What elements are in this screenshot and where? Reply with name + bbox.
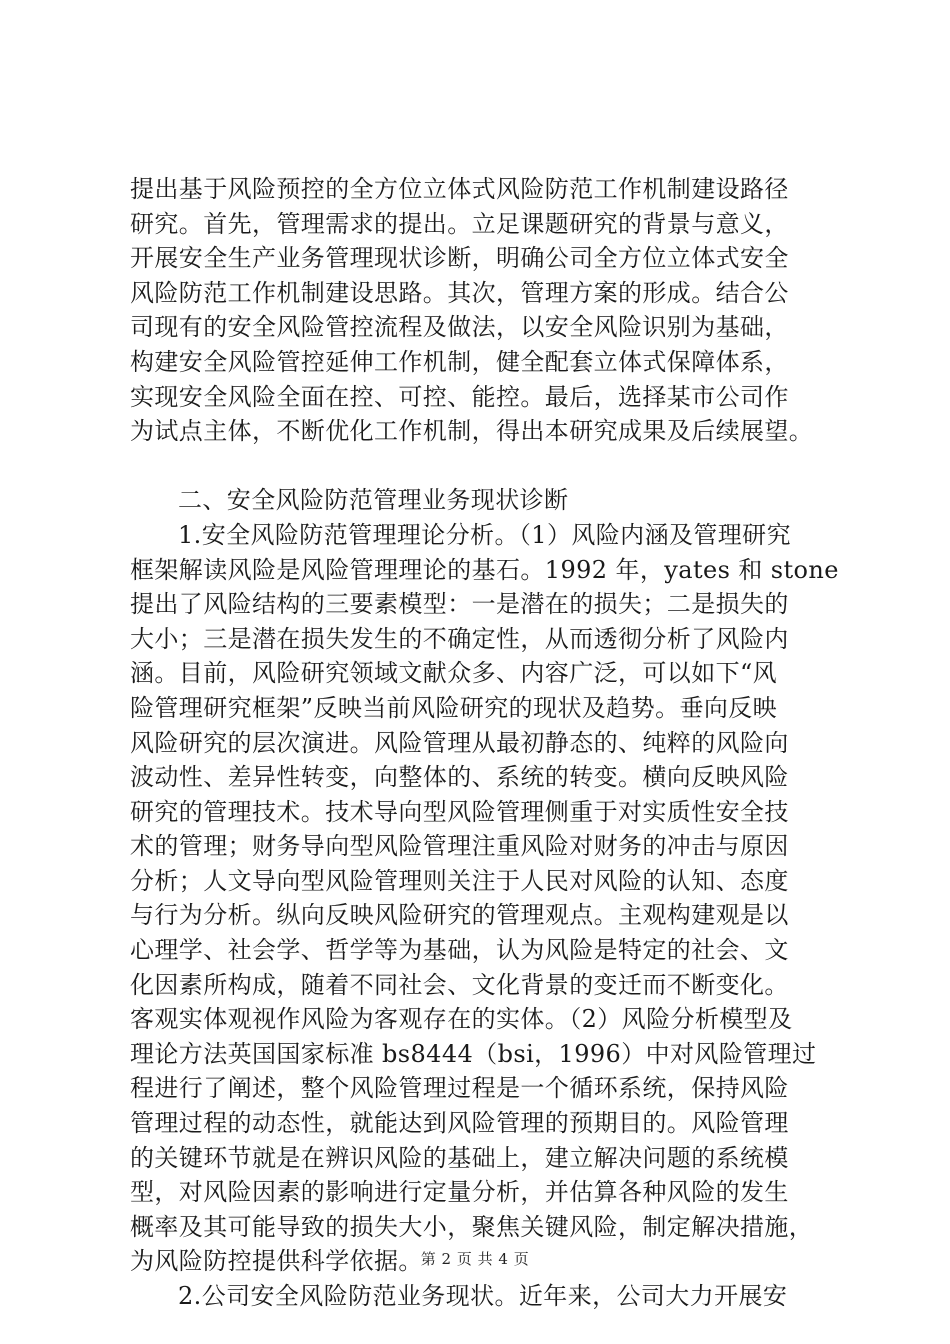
text-line: 为风险防控提供科学依据。 [130, 1247, 423, 1276]
text-line: 管理过程的动态性，就能达到风险管理的预期目的。风险管理 [130, 1109, 789, 1138]
text-line: 心理学、社会学、哲学等为基础，认为风险是特定的社会、文 [130, 936, 789, 965]
text-line: 客观实体观视作风险为客观存在的实体。（2）风险分析模型及 [130, 1005, 793, 1034]
text-line: 开展安全生产业务管理现状诊断，明确公司全方位立体式安全 [130, 244, 789, 273]
text-line: 提出了风险结构的三要素模型：一是潜在的损失；二是损失的 [130, 590, 789, 619]
text-line: 提出基于风险预控的全方位立体式风险防范工作机制建设路径 [130, 175, 789, 203]
text-line: 2.公司安全风险防范业务现状。近年来，公司大力开展安 [178, 1282, 788, 1310]
text-line: 概率及其可能导致的损失大小，聚焦关键风险，制定解决措施， [130, 1212, 814, 1241]
text-line: 研究。首先，管理需求的提出。立足课题研究的背景与意义， [130, 209, 789, 238]
text-line: 型，对风险因素的影响进行定量分析，并估算各种风险的发生 [130, 1178, 789, 1207]
text-line: 为试点主体，不断优化工作机制，得出本研究成果及后续展望。 [130, 417, 814, 446]
document-body [130, 172, 839, 1314]
text-line: 理论方法英国国家标准 bs8444（bsi，1996）中对风险管理过 [130, 1039, 817, 1068]
page-footer: 第 2 页 共 4 页 [420, 1250, 530, 1268]
text-line: 的关键环节就是在辨识风险的基础上，建立解决问题的系统模 [130, 1143, 789, 1172]
text-line: 框架解读风险是风险管理理论的基石。1992 年，yates 和 stone [130, 555, 839, 584]
text-line: 分析；人文导向型风险管理则关注于人民对风险的认知、态度 [130, 866, 789, 895]
text-line: 研究的管理技术。技术导向型风险管理侧重于对实质性安全技 [130, 797, 789, 826]
text-line: 1.安全风险防范管理理论分析。（1）风险内涵及管理研究 [178, 520, 791, 549]
text-line: 司现有的安全风险管控流程及做法，以安全风险识别为基础， [130, 313, 789, 342]
text-line: 术的管理；财务导向型风险管理注重风险对财务的冲击与原因 [130, 832, 789, 861]
paragraph-spacer [130, 449, 830, 484]
text-line: 涵。目前，风险研究领域文献众多、内容广泛，可以如下“风 [130, 659, 778, 688]
text-line: 实现安全风险全面在控、可控、能控。最后，选择某市公司作 [130, 382, 789, 411]
text-line: 程进行了阐述，整个风险管理过程是一个循环系统，保持风险 [130, 1074, 789, 1103]
text-line: 风险研究的层次演进。风险管理从最初静态的、纯粹的风险向 [130, 728, 789, 757]
text-line: 大小；三是潜在损失发生的不确定性，从而透彻分析了风险内 [130, 624, 789, 653]
text-line: 构建安全风险管控延伸工作机制，健全配套立体式保障体系， [130, 347, 789, 376]
text-line: 与行为分析。纵向反映风险研究的管理观点。主观构建观是以 [130, 901, 789, 930]
text-line: 化因素所构成，随着不同社会、文化背景的变迁而不断变化。 [130, 970, 789, 999]
text-line: 险管理研究框架”反映当前风险研究的现状及趋势。垂向反映 [130, 693, 778, 722]
text-line: 风险防范工作机制建设思路。其次，管理方案的形成。结合公 [130, 278, 789, 307]
section-heading: 二、安全风险防范管理业务现状诊断 [178, 486, 569, 515]
text-line: 波动性、差异性转变，向整体的、系统的转变。横向反映风险 [130, 763, 789, 792]
